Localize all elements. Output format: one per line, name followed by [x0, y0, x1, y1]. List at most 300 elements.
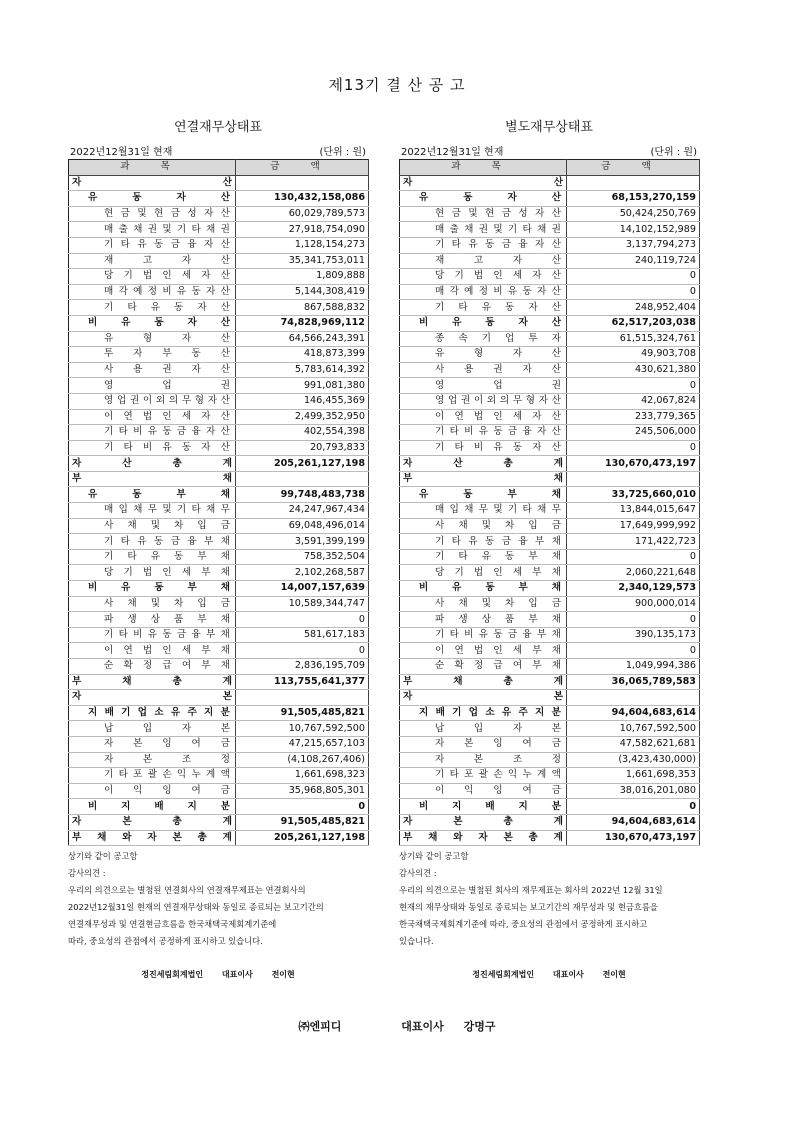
row-label: [69, 300, 236, 316]
consolidated-title: 연결재무상태표: [174, 120, 262, 135]
row-label: [400, 643, 567, 659]
separate-title: 별도재무상태표: [505, 120, 593, 135]
row-amount: (4,108,267,406): [236, 752, 369, 768]
table-row: [400, 752, 700, 768]
row-label-text: 이 익 잉 여 금: [104, 785, 230, 797]
note-line: 상기와 같이 공고함: [68, 851, 138, 862]
row-amount: 33,725,660,010: [567, 487, 700, 503]
row-amount: 171,422,723: [567, 534, 700, 550]
row-amount: 130,670,473,197: [567, 456, 700, 472]
row-amount: 3,591,399,199: [236, 534, 369, 550]
table-row: [400, 222, 700, 238]
row-label: [69, 705, 236, 721]
row-label: [400, 783, 567, 799]
row-label-text: 현 금 및 현 금 성 자 산: [104, 208, 230, 220]
row-label-text: 투 자 부 동 산: [104, 348, 230, 360]
table-row: [69, 300, 369, 316]
row-label: [69, 814, 236, 830]
table-row: [400, 736, 700, 752]
row-label-text: 사 채 및 차 입 금: [104, 597, 230, 609]
table-row: [69, 175, 369, 191]
row-amount: 1,128,154,273: [236, 237, 369, 253]
row-label: [69, 799, 236, 815]
row-label: [400, 253, 567, 269]
row-label-text: 당 기 법 인 세 부 채: [104, 566, 230, 578]
row-amount: 17,649,999,992: [567, 518, 700, 534]
row-label: [69, 690, 236, 706]
separate-auditor: [399, 969, 699, 980]
row-label: [69, 643, 236, 659]
row-amount: 0: [567, 549, 700, 565]
row-amount: 402,554,398: [236, 425, 369, 441]
table-row: [400, 627, 700, 643]
row-label-text: 영 업 권: [435, 379, 561, 391]
row-amount: 13,844,015,647: [567, 503, 700, 519]
row-label-text: 영 업 권 이 외 의 무 형 자 산: [104, 395, 230, 407]
row-amount: 10,767,592,500: [567, 721, 700, 737]
row-label-text: 부 채 와 자 본 총 계: [403, 831, 563, 843]
note-line: 우리의 의견으로는 별첨된 회사의 재무제표는 회사의 2022년 12월 31일: [399, 885, 663, 896]
row-amount: 27,918,754,090: [236, 222, 369, 238]
row-amount: 91,505,485,821: [236, 814, 369, 830]
table-row: [400, 643, 700, 659]
row-amount: [236, 175, 369, 191]
row-amount: 0: [567, 643, 700, 659]
row-label-text: 매 각 예 정 비 유 동 자 산: [435, 286, 561, 298]
table-row: [69, 674, 369, 690]
note-line: 2022년12월31일 현재의 연결재무상태와 동일로 종료되는 보고기간의: [68, 902, 324, 913]
table-row: [69, 596, 369, 612]
table-row: [400, 674, 700, 690]
table-row: [69, 643, 369, 659]
table-row: [400, 237, 700, 253]
row-label: [400, 471, 567, 487]
row-label-text: 자 산: [72, 176, 232, 188]
row-label-text: 기 타 유 동 부 채: [435, 551, 561, 563]
row-amount: 49,903,708: [567, 347, 700, 363]
row-label-text: 자 산: [403, 176, 563, 188]
table-row: [69, 471, 369, 487]
consolidated-auditor: [68, 969, 368, 980]
row-amount: 233,779,365: [567, 409, 700, 425]
separate-table-body: [400, 160, 700, 846]
table-row: [69, 456, 369, 472]
row-label-text: 매 출 채 권 및 기 타 채 권: [104, 223, 230, 235]
row-label-text: 비 유 동 자 산: [88, 317, 230, 329]
row-label: [400, 705, 567, 721]
row-amount: 146,455,369: [236, 393, 369, 409]
row-label-text: 지 배 기 업 소 유 주 지 분: [88, 707, 230, 719]
row-label: [69, 721, 236, 737]
row-amount: 2,060,221,648: [567, 565, 700, 581]
representative-name: 강명구: [463, 1020, 496, 1033]
row-label-text: 자 산 총 계: [72, 457, 232, 469]
row-label: [69, 206, 236, 222]
row-label-text: 납 입 자 본: [435, 722, 561, 734]
row-label-text: 기 타 유 동 금 융 자 산: [435, 239, 561, 251]
row-amount: [567, 175, 700, 191]
table-row: [400, 253, 700, 269]
table-row: [400, 581, 700, 597]
row-amount: 47,215,657,103: [236, 736, 369, 752]
row-amount: 2,499,352,950: [236, 409, 369, 425]
row-label-text: 기 타 포 괄 손 익 누 계 액: [435, 769, 561, 781]
separate-unit: (단위 : 원): [650, 147, 697, 158]
row-label-text: 순 확 정 급 여 부 채: [104, 660, 230, 672]
row-label: [69, 627, 236, 643]
header-item: [400, 160, 567, 176]
table-row: [400, 315, 700, 331]
note-line: 우리의 의견으로는 별첨된 연결회사의 연결재무제표는 연결회사의: [68, 885, 306, 896]
row-label: [69, 565, 236, 581]
row-amount: 0: [567, 612, 700, 628]
row-label: [400, 830, 567, 846]
table-row: [69, 612, 369, 628]
table-row: [69, 206, 369, 222]
consolidated-meta: [68, 144, 368, 159]
row-label: [400, 237, 567, 253]
table-row: [400, 721, 700, 737]
table-row: [69, 331, 369, 347]
row-label-text: 영 업 권: [104, 379, 230, 391]
table-row: [69, 191, 369, 207]
row-label-text: 자 산 총 계: [403, 457, 563, 469]
row-amount: 24,247,967,434: [236, 503, 369, 519]
row-label: [400, 300, 567, 316]
table-row: [69, 768, 369, 784]
auditor-firm: 정진세림회계법인: [472, 970, 535, 980]
table-row: [69, 269, 369, 285]
row-label: [69, 549, 236, 565]
row-label-text: 자 본 총 계: [72, 816, 232, 828]
row-label: [400, 206, 567, 222]
row-label-text: 비 유 동 자 산: [419, 317, 561, 329]
row-label: [400, 440, 567, 456]
row-label: [400, 284, 567, 300]
row-amount: 205,261,127,198: [236, 456, 369, 472]
row-label: [400, 736, 567, 752]
header-amount: [567, 160, 700, 176]
row-label: [400, 549, 567, 565]
note-line: 있습니다.: [399, 936, 434, 947]
table-row: [400, 362, 700, 378]
row-label: [69, 362, 236, 378]
row-label: [400, 799, 567, 815]
row-label-text: 기 타 유 동 자 산: [435, 301, 561, 313]
table-row: [400, 471, 700, 487]
table-row: [400, 690, 700, 706]
row-amount: 20,793,833: [236, 440, 369, 456]
consolidated-table-body: [69, 160, 369, 846]
row-amount: 5,783,614,392: [236, 362, 369, 378]
row-label-text: 사 채 및 차 입 금: [435, 519, 561, 531]
row-amount: 1,661,698,353: [567, 768, 700, 784]
note-line: 감사의견 :: [399, 868, 437, 879]
row-amount: 64,566,243,391: [236, 331, 369, 347]
table-row: [400, 518, 700, 534]
table-row: [69, 237, 369, 253]
table-row: [400, 191, 700, 207]
row-amount: 60,029,789,573: [236, 206, 369, 222]
row-label-text: 납 입 자 본: [104, 722, 230, 734]
table-row: [400, 814, 700, 830]
table-row: [69, 425, 369, 441]
table-row: [69, 347, 369, 363]
row-label-text: 이 연 법 인 세 자 산: [435, 410, 561, 422]
row-label: [69, 315, 236, 331]
row-label-text: 기 타 비 유 동 금 융 자 산: [435, 426, 561, 438]
row-amount: 62,517,203,038: [567, 315, 700, 331]
note-line: 따라, 중요성의 관점에서 공정하게 표시하고 있습니다.: [68, 936, 263, 947]
table-row: [400, 206, 700, 222]
row-label-text: 자 본 총 계: [403, 816, 563, 828]
row-label-text: 당 기 법 인 세 부 채: [435, 566, 561, 578]
row-label-text: 기 타 비 유 동 금 융 부 채: [104, 629, 230, 641]
row-label: [400, 612, 567, 628]
table-row: [400, 425, 700, 441]
row-amount: 0: [567, 440, 700, 456]
company-name: ㈜엔피디: [298, 1020, 342, 1033]
table-row: [400, 503, 700, 519]
row-label-text: 이 연 법 인 세 자 산: [104, 410, 230, 422]
row-amount: 130,432,158,086: [236, 191, 369, 207]
consolidated-unit: (단위 : 원): [319, 147, 366, 158]
row-amount: 430,621,380: [567, 362, 700, 378]
header-item: [69, 160, 236, 176]
row-label-text: 매 각 예 정 비 유 동 자 산: [104, 286, 230, 298]
row-label-text: 비 유 동 부 채: [88, 582, 230, 594]
page-title: 제13기 결 산 공 고: [328, 76, 466, 94]
row-amount: 35,341,753,011: [236, 253, 369, 269]
row-label-text: 기 타 비 유 동 자 산: [435, 441, 561, 453]
row-label-text: 기 타 비 유 동 금 융 자 산: [104, 426, 230, 438]
row-amount: 248,952,404: [567, 300, 700, 316]
row-amount: 74,828,969,112: [236, 315, 369, 331]
row-label-text: 순 확 정 급 여 부 채: [435, 660, 561, 672]
row-label: [400, 393, 567, 409]
table-row: [69, 487, 369, 503]
header-amount-label: 금 액: [270, 161, 334, 173]
row-label: [69, 503, 236, 519]
row-amount: 61,515,324,761: [567, 331, 700, 347]
row-label-text: 파 생 상 품 부 채: [104, 613, 230, 625]
table-row: [69, 659, 369, 675]
row-amount: 69,048,496,014: [236, 518, 369, 534]
row-amount: 2,340,129,573: [567, 581, 700, 597]
row-label-text: 유 동 자 산: [419, 192, 561, 204]
header-amount: [236, 160, 369, 176]
row-label: [69, 518, 236, 534]
table-row: [69, 705, 369, 721]
table-row: [69, 393, 369, 409]
row-label-text: 자 본 조 정: [435, 753, 561, 765]
consolidated-table-header: [69, 160, 369, 176]
auditor-title: 대표이사: [221, 970, 253, 980]
row-label: [400, 518, 567, 534]
row-label: [69, 534, 236, 550]
row-label-text: 비 지 배 지 분: [419, 800, 561, 812]
row-label: [69, 830, 236, 846]
row-label: [400, 175, 567, 191]
header-amount-label: 금 액: [601, 161, 665, 173]
row-label: [400, 768, 567, 784]
row-label-text: 이 익 잉 여 금: [435, 785, 561, 797]
row-label-text: 지 배 기 업 소 유 주 지 분: [419, 707, 561, 719]
row-label: [400, 331, 567, 347]
row-label: [69, 378, 236, 394]
row-amount: 0: [567, 269, 700, 285]
row-amount: 47,582,621,681: [567, 736, 700, 752]
row-amount: 390,135,173: [567, 627, 700, 643]
row-amount: 1,049,994,386: [567, 659, 700, 675]
auditor-name: 전이현: [271, 970, 295, 980]
row-label: [400, 315, 567, 331]
representative-title: 대표이사: [401, 1020, 444, 1033]
row-label: [400, 674, 567, 690]
row-label-text: 이 연 법 인 세 부 채: [435, 644, 561, 656]
table-row: [69, 783, 369, 799]
row-label: [69, 237, 236, 253]
row-amount: 900,000,014: [567, 596, 700, 612]
row-label: [69, 393, 236, 409]
row-label: [69, 659, 236, 675]
row-label: [400, 191, 567, 207]
auditor-name: 전이현: [602, 970, 626, 980]
row-amount: 245,506,000: [567, 425, 700, 441]
row-label: [69, 752, 236, 768]
row-label-text: 파 생 상 품 부 채: [435, 613, 561, 625]
row-label: [400, 409, 567, 425]
row-amount: 36,065,789,583: [567, 674, 700, 690]
row-amount: 758,352,504: [236, 549, 369, 565]
table-row: [400, 612, 700, 628]
row-label: [69, 456, 236, 472]
row-label: [69, 596, 236, 612]
row-label-text: 매 출 채 권 및 기 타 채 권: [435, 223, 561, 235]
row-label: [69, 253, 236, 269]
table-row: [400, 783, 700, 799]
row-label-text: 유 동 자 산: [88, 192, 230, 204]
table-row: [400, 549, 700, 565]
row-label-text: 기 타 유 동 부 채: [104, 551, 230, 563]
row-label-text: 영 업 권 이 외 의 무 형 자 산: [435, 395, 561, 407]
row-label-text: 유 동 부 채: [88, 488, 230, 500]
row-label-text: 사 용 권 자 산: [104, 364, 230, 376]
table-row: [400, 799, 700, 815]
table-row: [400, 440, 700, 456]
table-row: [400, 378, 700, 394]
table-row: [400, 487, 700, 503]
row-label: [400, 269, 567, 285]
table-row: [69, 378, 369, 394]
table-row: [69, 814, 369, 830]
row-label: [400, 690, 567, 706]
table-row: [69, 690, 369, 706]
row-amount: 14,007,157,639: [236, 581, 369, 597]
table-row: [400, 596, 700, 612]
row-label: [69, 425, 236, 441]
row-amount: 0: [236, 612, 369, 628]
table-row: [400, 565, 700, 581]
row-label-text: 유 동 부 채: [419, 488, 561, 500]
row-label-text: 사 채 및 차 입 금: [435, 597, 561, 609]
table-row: [400, 456, 700, 472]
note-line: 현재의 재무상태와 동일로 종료되는 보고기간의 재무성과 및 현금흐름을: [399, 902, 658, 913]
row-amount: 991,081,380: [236, 378, 369, 394]
row-label-text: 매 입 채 무 및 기 타 채 무: [104, 504, 230, 516]
table-row: [400, 284, 700, 300]
row-label: [400, 659, 567, 675]
row-label: [400, 752, 567, 768]
row-label: [69, 612, 236, 628]
row-label: [400, 425, 567, 441]
row-label-text: 이 연 법 인 세 부 채: [104, 644, 230, 656]
table-row: [69, 534, 369, 550]
row-amount: 0: [567, 799, 700, 815]
row-label: [69, 440, 236, 456]
table-row: [69, 627, 369, 643]
row-amount: 42,067,824: [567, 393, 700, 409]
table-row: [69, 752, 369, 768]
row-label-text: 당 기 법 인 세 자 산: [435, 270, 561, 282]
table-row: [69, 284, 369, 300]
table-row: [400, 393, 700, 409]
row-label-text: 부 채 총 계: [72, 675, 232, 687]
row-label: [69, 331, 236, 347]
row-amount: 35,968,805,301: [236, 783, 369, 799]
table-row: [69, 440, 369, 456]
row-label-text: 자 본: [403, 691, 563, 703]
note-line: 연결재무성과 및 연결현금흐름을 한국채택국제회계기준에: [68, 919, 277, 930]
row-label: [69, 269, 236, 285]
row-label-text: 기 타 유 동 자 산: [104, 301, 230, 313]
table-row: [69, 549, 369, 565]
row-label: [69, 409, 236, 425]
table-row: [69, 799, 369, 815]
row-label-text: 유 형 자 산: [104, 332, 230, 344]
table-row: [400, 300, 700, 316]
row-label-text: 재 고 자 산: [435, 254, 561, 266]
table-row: [400, 534, 700, 550]
consolidated-table: [68, 159, 369, 846]
row-amount: 10,767,592,500: [236, 721, 369, 737]
row-amount: 205,261,127,198: [236, 830, 369, 846]
row-label-text: 자 본 잉 여 금: [435, 738, 561, 750]
row-label: [69, 768, 236, 784]
row-label-text: 기 타 유 동 금 융 자 산: [104, 239, 230, 251]
row-label: [69, 736, 236, 752]
separate-notes: [399, 848, 699, 950]
row-label-text: 기 타 비 유 동 금 융 부 채: [435, 629, 561, 641]
row-label: [400, 534, 567, 550]
row-label: [400, 456, 567, 472]
row-amount: 0: [236, 799, 369, 815]
row-label: [400, 565, 567, 581]
row-amount: 418,873,399: [236, 347, 369, 363]
row-label-text: 비 유 동 부 채: [419, 582, 561, 594]
separate-date: 2022년12월31일 현재: [401, 147, 504, 158]
row-amount: 14,102,152,989: [567, 222, 700, 238]
row-label-text: 매 입 채 무 및 기 타 채 무: [435, 504, 561, 516]
note-line: 감사의견 :: [68, 868, 106, 879]
table-row: [400, 331, 700, 347]
row-label-text: 현 금 및 현 금 성 자 산: [435, 208, 561, 220]
row-amount: 0: [236, 643, 369, 659]
row-label-text: 비 지 배 지 분: [88, 800, 230, 812]
row-label: [69, 284, 236, 300]
row-amount: 3,137,794,273: [567, 237, 700, 253]
row-amount: [236, 690, 369, 706]
